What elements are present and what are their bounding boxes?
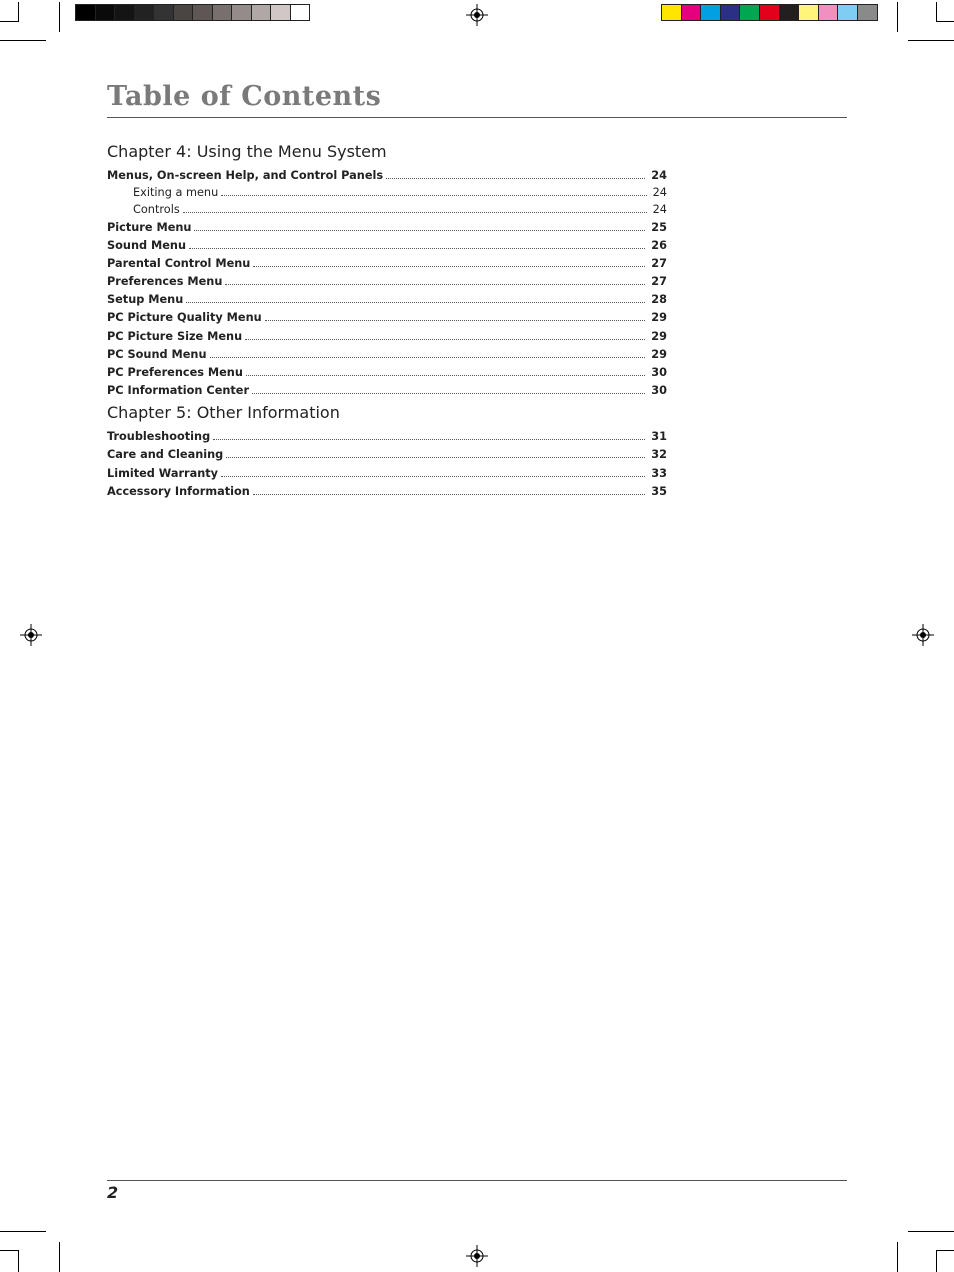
color-swatch [739,4,760,21]
toc-entry-label: PC Picture Size Menu [107,330,243,343]
dot-leader [252,381,645,394]
toc-entry[interactable] [107,272,667,288]
dot-leader [221,464,645,477]
toc-entry-label: PC Preferences Menu [107,366,243,379]
grayscale-swatch [212,4,233,21]
toc-entry-label: Accessory Information [107,485,250,498]
toc-entry[interactable] [107,363,667,379]
dot-leader [186,290,645,303]
toc-entry[interactable] [107,308,667,324]
toc-entry-page: 35 [651,485,667,498]
toc-entry-label: Sound Menu [107,239,186,252]
toc-entry[interactable] [107,166,667,182]
color-swatch [681,4,702,21]
crop-mark [0,40,46,41]
crop-mark [18,2,19,22]
crop-mark [0,21,18,22]
toc-entry-page: 30 [651,384,667,397]
toc-entry-page: 29 [651,330,667,343]
dot-leader [246,363,645,376]
crop-mark [897,1242,898,1272]
toc-entry-label: Parental Control Menu [107,257,251,270]
toc-entry-label: PC Information Center [107,384,250,397]
dot-leader [213,427,645,440]
toc-entry-page: 29 [651,348,667,361]
color-swatch [818,4,839,21]
crop-mark [936,2,937,22]
grayscale-swatch [114,4,135,21]
dot-leader [245,327,645,340]
toc-entry-page: 33 [651,467,667,480]
toc-entry[interactable] [107,254,667,270]
toc-entry-label: Care and Cleaning [107,448,224,461]
title-rule [107,117,847,118]
toc-entry-page: 32 [651,448,667,461]
color-swatch [798,4,819,21]
dot-leader [194,218,645,231]
toc-entry[interactable] [107,482,667,498]
grayscale-swatch [153,4,174,21]
crop-mark [0,1250,18,1251]
crop-mark [936,1250,954,1251]
toc-entry-page: 27 [651,257,667,270]
registration-mark-icon [912,624,934,646]
color-swatch [779,4,800,21]
color-swatch [837,4,858,21]
dot-leader [386,166,645,179]
dot-leader [265,308,646,321]
toc-entry-label: Controls [133,203,180,216]
toc-entry-label: Setup Menu [107,293,184,306]
grayscale-swatch [290,4,311,21]
toc-entry-page: 26 [651,239,667,252]
registration-mark-icon [466,4,488,26]
color-swatch [857,4,878,21]
dot-leader [183,200,647,213]
dot-leader [210,345,646,358]
toc-entry-label: Picture Menu [107,221,192,234]
grayscale-swatch [192,4,213,21]
chapter-heading: Chapter 5: Other Information [107,403,340,422]
crop-mark [936,1250,937,1272]
toc-entry[interactable] [107,427,667,443]
registration-mark-icon [20,624,42,646]
dot-leader [226,445,645,458]
page-number: 2 [107,1183,119,1202]
crop-mark [18,1250,19,1272]
toc-entry[interactable] [107,236,667,252]
crop-mark [936,21,954,22]
toc-entry-page: 30 [651,366,667,379]
toc-entry[interactable] [107,464,667,480]
toc-entry-page: 29 [651,311,667,324]
toc-entry-label: Menus, On-screen Help, and Control Panels [107,169,384,182]
color-swatch [700,4,721,21]
grayscale-swatch [173,4,194,21]
dot-leader [189,236,645,249]
toc-entry[interactable] [107,381,667,397]
crop-mark [59,2,60,32]
dot-leader [253,482,645,495]
toc-subentry[interactable] [133,183,667,199]
color-swatch [720,4,741,21]
toc-entry-label: Exiting a menu [133,186,219,199]
toc-entry-page: 24 [652,203,667,216]
crop-mark [908,40,954,41]
toc-entry-page: 27 [651,275,667,288]
grayscale-swatch [231,4,252,21]
registration-mark-icon [466,1245,488,1267]
toc-entry-label: Limited Warranty [107,467,219,480]
page-title: Table of Contents [107,81,382,112]
toc-entry[interactable] [107,445,667,461]
toc-entry[interactable] [107,218,667,234]
color-swatch [661,4,682,21]
dot-leader [253,254,645,267]
crop-mark [897,2,898,32]
grayscale-swatch [95,4,116,21]
toc-entry[interactable] [107,327,667,343]
grayscale-swatch [134,4,155,21]
toc-entry-page: 31 [651,430,667,443]
toc-entry-page: 24 [652,186,667,199]
grayscale-swatch [251,4,272,21]
toc-entry-label: Preferences Menu [107,275,223,288]
toc-entry-label: PC Picture Quality Menu [107,311,262,324]
toc-subentry[interactable] [133,200,667,216]
toc-entry[interactable] [107,290,667,306]
dot-leader [225,272,645,285]
toc-entry-page: 24 [651,169,667,182]
toc-entry-page: 28 [651,293,667,306]
color-swatch [759,4,780,21]
grayscale-swatch [270,4,291,21]
chapter-heading: Chapter 4: Using the Menu System [107,142,387,161]
crop-mark [0,1231,46,1232]
toc-entry-label: Troubleshooting [107,430,211,443]
dot-leader [221,183,646,196]
crop-mark [908,1231,954,1232]
toc-entry[interactable] [107,345,667,361]
grayscale-swatch [75,4,96,21]
footer-rule [107,1180,847,1181]
crop-mark [59,1242,60,1272]
toc-entry-page: 25 [651,221,667,234]
toc-entry-label: PC Sound Menu [107,348,207,361]
